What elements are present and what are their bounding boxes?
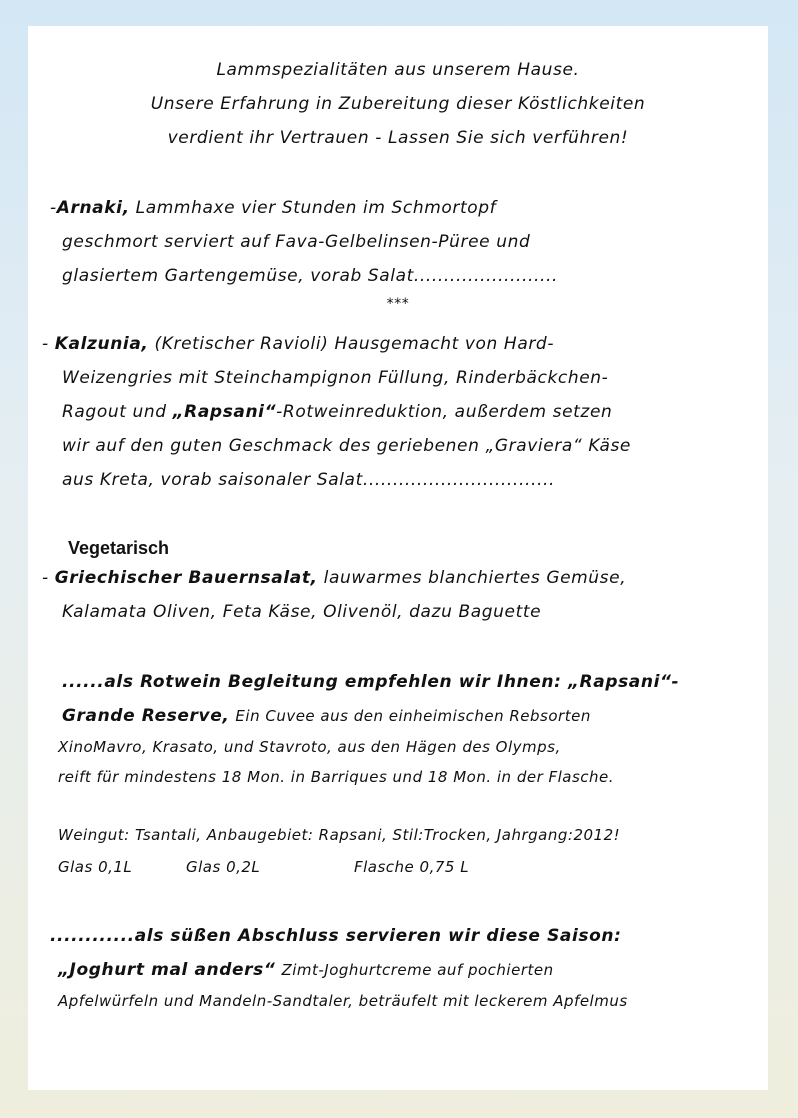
wine-line-2 xyxy=(62,706,591,726)
menu-page xyxy=(28,26,768,1090)
kalzunia-name: Kalzunia, xyxy=(54,334,149,354)
intro-line-3: verdient ihr Vertrauen - Lassen Sie sich verführen! xyxy=(167,128,629,148)
separator: *** xyxy=(386,296,410,312)
wine-name: Grande Reserve, xyxy=(62,706,230,726)
dessert-line-1: ............als süßen Abschluss servieren wir diese Saison: xyxy=(50,926,622,946)
wine-glas-02: Glas 0,2L xyxy=(186,858,261,876)
kalzunia-line-2: Weizengries mit Steinchampignon Füllung, Rinderbäckchen- xyxy=(62,368,609,388)
intro-line-2: Unsere Erfahrung in Zubereitung dieser Köstlichkeiten xyxy=(150,94,646,114)
vegetarisch-line-2: Kalamata Oliven, Feta Käse, Olivenöl, dazu Baguette xyxy=(62,602,542,622)
kalzunia-line-3 xyxy=(62,402,612,422)
arnaki-line-2: geschmort serviert auf Fava-Gelbelinsen-Püree und xyxy=(62,232,531,252)
intro-line-1: Lammspezialitäten aus unserem Hause. xyxy=(216,60,580,80)
kalzunia-line-3c: -Rotweinreduktion, außerdem setzen xyxy=(276,402,613,422)
kalzunia-line-1: - Kalzunia, (Kretischer Ravioli) Hausgemacht von Hard- xyxy=(42,334,555,354)
wine-line-4: reift für mindestens 18 Mon. in Barriques und 18 Mon. in der Flasche. xyxy=(58,768,615,786)
dessert-line-3: Apfelwürfeln und Mandeln-Sandtaler, beträufelt mit leckerem Apfelmus xyxy=(58,992,628,1010)
kalzunia-line-3a: Ragout und xyxy=(62,402,173,422)
wine-flasche: Flasche 0,75 L xyxy=(354,858,470,876)
kalzunia-desc: (Kretischer Ravioli) Hausgemacht von Hard- xyxy=(154,334,555,354)
vegetarisch-heading: Vegetarisch xyxy=(68,538,170,558)
wine-glas-01: Glas 0,1L xyxy=(58,858,133,876)
arnaki-desc: Lammhaxe vier Stunden im Schmortopf xyxy=(135,198,497,218)
dessert-name: „Joghurt mal anders“ xyxy=(58,960,276,980)
vegetarisch-line-1: - Griechischer Bauernsalat, lauwarmes blanchiertes Gemüse, xyxy=(42,568,627,588)
kalzunia-line-5: aus Kreta, vorab saisonaler Salat................................ xyxy=(62,470,555,490)
kalzunia-rapsani: „Rapsani“ xyxy=(172,402,277,422)
wine-desc: Ein Cuvee aus den einheimischen Rebsorten xyxy=(235,707,591,725)
kalzunia-line-4: wir auf den guten Geschmack des geriebenen „Graviera“ Käse xyxy=(62,436,631,456)
vegetarisch-name: Griechischer Bauernsalat, xyxy=(54,568,318,588)
wine-line-1: ......als Rotwein Begleitung empfehlen wir Ihnen: „Rapsani“- xyxy=(62,672,680,692)
vegetarisch-desc: lauwarmes blanchiertes Gemüse, xyxy=(323,568,627,588)
wine-line-3: XinoMavro, Krasato, und Stavroto, aus den Hägen des Olymps, xyxy=(58,738,561,756)
arnaki-name: Arnaki, xyxy=(56,198,130,218)
wine-details: Weingut: Tsantali, Anbaugebiet: Rapsani, Stil:Trocken, Jahrgang:2012! xyxy=(58,826,621,844)
arnaki-line-1: -Arnaki, Lammhaxe vier Stunden im Schmortopf xyxy=(50,198,497,218)
dessert-line-2 xyxy=(58,960,554,980)
arnaki-line-3: glasiertem Gartengemüse, vorab Salat........................ xyxy=(62,266,559,286)
dessert-desc: Zimt-Joghurtcreme auf pochierten xyxy=(281,961,554,979)
